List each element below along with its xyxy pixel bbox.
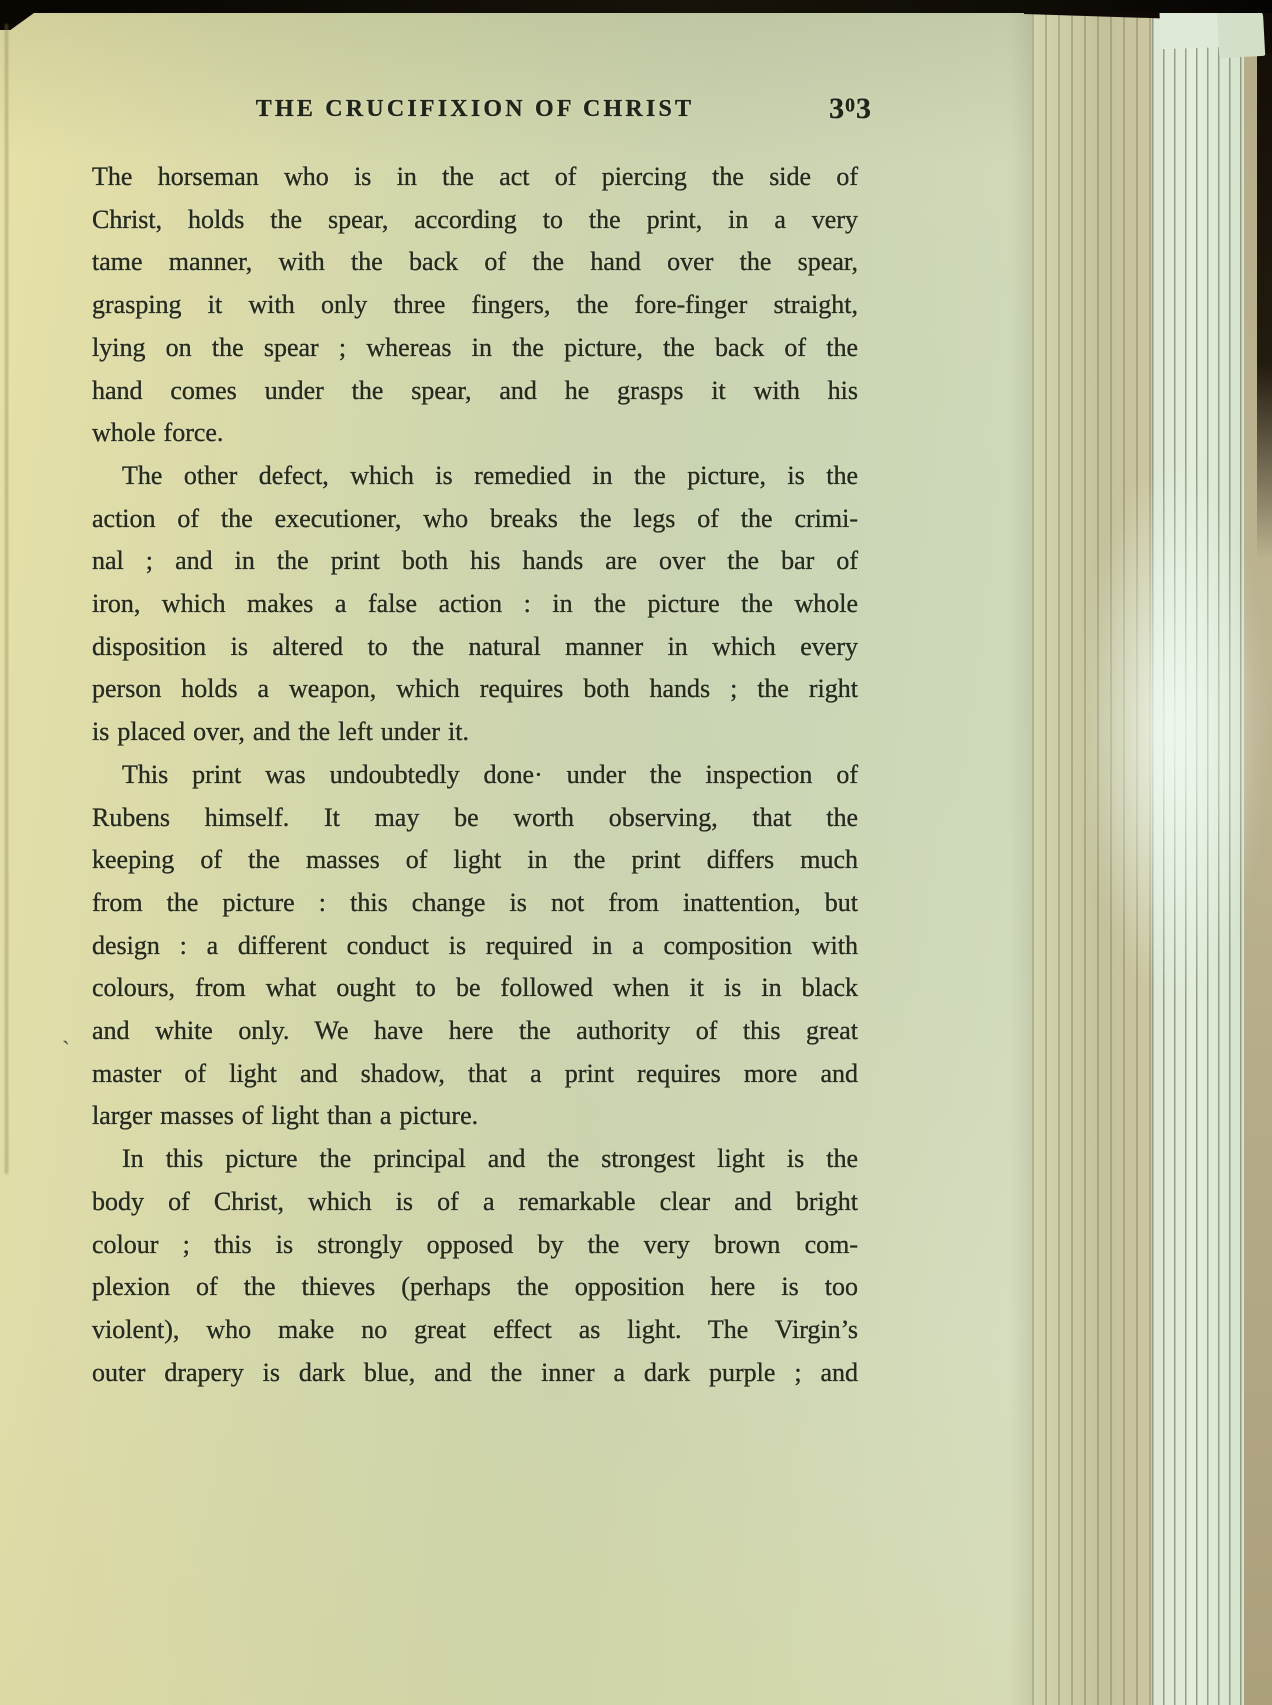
text-line: tame manner, with the back of the hand over the spear, [92, 247, 858, 277]
text-line: colours, from what ought to be followed when it is in black [92, 973, 858, 1003]
page-number-digit: 0 [845, 94, 856, 117]
text-line: lying on the spear ; whereas in the picture, the back of the [92, 332, 858, 362]
text-line: keeping of the masses of light in the print differs much [92, 845, 858, 875]
text-line: violent), who make no great effect as light. The Virgin’s [92, 1314, 858, 1344]
page-header [92, 92, 872, 140]
text-line: larger masses of light than a picture. [92, 1101, 479, 1131]
text-line: disposition is altered to the natural manner in which every [92, 631, 858, 661]
text-line: is placed over, and the left under it. [92, 717, 469, 747]
stray-ink-mark: ` [62, 1038, 70, 1064]
text-line: In this picture the principal and the strongest light is the [122, 1144, 858, 1174]
photo-top-edge [0, 0, 1272, 13]
text-line: colour ; this is strongly opposed by the very brown com- [92, 1229, 858, 1259]
fore-edge-glare [1084, 465, 1262, 995]
page-number [829, 92, 872, 126]
text-line: iron, which makes a false action : in the picture the whole [92, 589, 858, 619]
text-line: The horseman who is in the act of piercing the side of [92, 162, 858, 191]
paragraph [92, 455, 858, 754]
book-fore-edge [1032, 0, 1272, 1705]
text-line: This print was undoubtedly done· under the inspection of [122, 759, 858, 789]
page-number-digit: 3 [856, 92, 872, 125]
text-line: grasping it with only three fingers, the fore-finger straight, [92, 290, 858, 320]
text-line: from the picture : this change is not from inattention, but [92, 887, 858, 917]
page-number-digit: 3 [829, 92, 846, 125]
text-line: design : a different conduct is required in a composition with [92, 930, 858, 960]
text-line: hand comes under the spear, and he grasps it with his [92, 375, 858, 405]
page-left-crease [5, 24, 8, 1174]
text-line: body of Christ, which is of a remarkable clear and bright [92, 1186, 858, 1216]
paragraph [92, 754, 858, 1138]
text-line: whole force. [92, 418, 224, 448]
paragraph [92, 1138, 858, 1394]
page-corner [1217, 8, 1265, 58]
text-line: person holds a weapon, which requires both hands ; the right [92, 674, 858, 704]
text-line: master of light and shadow, that a print requires more and [92, 1058, 858, 1088]
paragraph [92, 156, 858, 455]
book-page [0, 10, 1042, 1705]
text-line: Christ, holds the spear, according to the print, in a very [92, 204, 858, 234]
text-line: plexion of the thieves (perhaps the opposition here is too [92, 1272, 858, 1302]
text-line: The other defect, which is remedied in the picture, is the [122, 460, 858, 490]
text-line: and white only. We have here the authority of this great [92, 1016, 858, 1046]
text-line: Rubens himself. It may be worth observing, that the [92, 802, 858, 832]
running-title: THE CRUCIFIXION OF CHRIST [255, 96, 695, 122]
text-line: nal ; and in the print both his hands are over the bar of [92, 546, 858, 576]
text-block [92, 156, 858, 1394]
text-line: action of the executioner, who breaks the legs of the crimi- [92, 503, 858, 533]
text-line: outer drapery is dark blue, and the inner a dark purple ; and [92, 1357, 858, 1387]
